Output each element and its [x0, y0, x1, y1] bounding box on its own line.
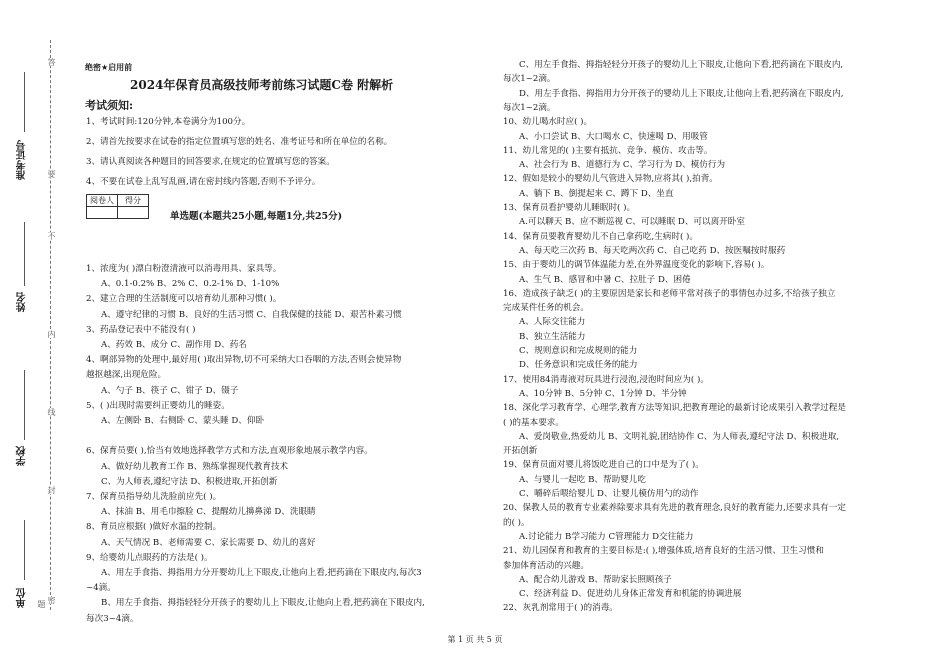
page-footer: 第 1 页 共 5 页 — [447, 635, 503, 644]
page-title: 2024年保育员高级技师考前练习试题C卷 附解析 — [130, 78, 394, 92]
score-box-score: 得分 — [118, 195, 149, 207]
answer-options: D、任务意识和完成任务的能力 — [519, 360, 638, 371]
answer-options: A.讨论能力 B学习能力 C管理能力 D交往能力 — [519, 531, 694, 542]
answer-options: C、嚼碎后喂给婴儿 D、让婴儿模仿用勺的动作 — [519, 489, 699, 499]
answer-options: A、遵守纪律的习惯 B、良好的生活习惯 C、自我保健的技能 D、艰苦朴素习惯 — [101, 309, 402, 320]
question-line: 参加体育活动的兴趣。 — [503, 560, 589, 571]
answer-options: A、人际交往能力 — [519, 317, 586, 328]
answer-options: A、抹油 B、用毛巾擦脸 C、提醒幼儿擤鼻涕 D、洗眼睛 — [101, 507, 316, 518]
notice-heading: 考试须知: — [85, 99, 134, 112]
notice-item: 2、请首先按要求在试卷的指定位置填写您的姓名、准考证号和所在单位的名称。 — [86, 137, 393, 147]
question-line: 19、保育员面对婴儿将饭吃进自己的口中是为了( )。 — [503, 460, 704, 471]
question-line: 3、药品登记表中不能没有( ) — [86, 324, 196, 335]
question-line: 11、幼儿常见的( )主要有抵抗、竞争、模仿、攻击等。 — [503, 145, 713, 156]
answer-options: A、天气情况 B、老师需要 C、家长需要 D、幼儿的喜好 — [101, 537, 316, 548]
answer-options: A、药效 B、成分 C、副作用 D、药名 — [101, 340, 247, 350]
score-box-cell[interactable] — [87, 207, 118, 219]
answer-options: C、为人师表,遵纪守法 D、积极进取,开拓创新 — [101, 476, 278, 487]
question-line: 8、育员应根据( )做好水温的控制。 — [86, 522, 222, 533]
answer-options: A.可以聊天 B、应不断巡视 C、可以睡眠 D、可以离开卧室 — [519, 217, 745, 228]
score-box-cell[interactable] — [118, 207, 149, 219]
fill-line — [24, 520, 25, 580]
fill-line — [24, 370, 25, 440]
question-line: 20、保教人员的教育专业素养除要求具有先进的教育理念,良好的教育能力,还要求具有一定 — [503, 503, 846, 514]
question-line: 开拓创新 — [503, 446, 538, 457]
question-line: 14、保育员要教育婴幼儿不自己拿药吃,生病时( )。 — [503, 231, 698, 242]
notice-item: 4、不要在试卷上乱写乱画,请在密封线内答题,否则不予评分。 — [86, 177, 321, 187]
question-line: 22、灰乳剂常用于( )的消毒。 — [503, 603, 618, 614]
answer-options: A、社会行为 B、道德行为 C、学习行为 D、模仿行为 — [519, 160, 726, 171]
question-line: 10、幼儿喝水时应( )。 — [503, 117, 593, 128]
question-line: 1、浓度为( )漂白粉澄清液可以消毒用具、家具等。 — [86, 264, 282, 274]
answer-options: A、10分钟 B、5分钟 C、1分钟 D、半分钟 — [519, 388, 687, 399]
answer-options: A、每天吃三次药 B、每天吃两次药 C、自己吃药 D、按医嘱按时服药 — [519, 245, 786, 256]
question-line: 6、保育员要( ),恰当有效地选择教学方式和方法,直观形象地展示教学内容。 — [86, 446, 373, 457]
fill-line — [24, 222, 25, 286]
question-line: 15、由于婴幼儿的调节体温能力差,在外界温度变化的影响下,容易( )。 — [503, 260, 770, 271]
question-line: 每次1~2滴。 — [503, 102, 556, 113]
question-line: 每次1~2滴。 — [503, 74, 556, 85]
seal-mark: 内 — [47, 330, 56, 338]
question-line: 完成某件任务的机会。 — [503, 303, 589, 314]
secret-label: 绝密★启用前 — [85, 63, 133, 72]
answer-options: A、爱岗敬业,热爱幼儿 B、文明礼貌,团结协作 C、为人师表,遵纪守法 D、积极进取, — [519, 431, 840, 442]
answer-options: A、勺子 B、筷子 C、钳子 D、镊子 — [101, 385, 239, 396]
answer-options: A、0.1-0.2% B、2% C、0.2-1% D、1-10% — [101, 279, 280, 290]
label-school: 学校 — [17, 446, 28, 466]
question-line: 2、建立合理的生活制度可以培育幼儿那种习惯( )。 — [86, 294, 282, 305]
question-line: 5、( )出现时需要纠正婴幼儿的睡姿。 — [86, 400, 230, 411]
fill-line — [24, 72, 25, 132]
answer-options: B、用左手食指、拇指轻轻分开孩子的婴幼儿上下眼皮,让他向上看,把药滴在下眼皮内, — [101, 598, 425, 609]
label-unit: 单位 — [17, 588, 28, 608]
label-name: 姓名 — [17, 292, 28, 312]
answer-options: A、小口尝试 B、大口喝水 C、快速喝 D、用吸管 — [519, 131, 708, 142]
answer-options: C、规则意识和完成规则的能力 — [519, 346, 638, 356]
seal-mark: 答 — [47, 58, 56, 66]
question-line: 4、啊部异物的处理中,最好用( )取出异物,切不可采纳大口吞咽的方法,否则会使异物 — [86, 355, 402, 366]
question-line: 21、幼儿园保育和教育的主要目标是:( ),增强体质,培育良好的生活习惯、卫生习惯和 — [503, 546, 824, 557]
seal-mark: 线 — [47, 408, 56, 416]
answer-options: A、左侧卧 B、右侧卧 C、蒙头睡 D、仰卧 — [101, 416, 265, 426]
question-line: 的( )。 — [503, 517, 530, 528]
answer-options: D、用左手食指、拇指用力分开孩子的婴幼儿上下眼皮,让他向上看,把药滴在下眼皮内, — [519, 88, 844, 99]
seal-mark: 要 — [47, 170, 56, 178]
seal-mark: 题 — [37, 600, 46, 608]
seal-mark: 封 — [47, 486, 56, 494]
answer-options: C、经济利益 D、促进幼儿身体正常发育和机能的协调进展 — [519, 589, 742, 600]
notice-item: 3、请认真阅读各种题目的回答要求,在规定的位置填写您的答案。 — [86, 157, 335, 167]
question-line: 16、造成孩子缺乏( )的主要原因是家长和老师平常对孩子的事情包办过多,不给孩子独立 — [503, 288, 836, 299]
question-line: 18、深化学习教育学、心理学,教育方法等知识,把教育理论的最新讨论成果引入教学过程是 — [503, 403, 846, 414]
question-line: 12、假如是较小的婴幼儿气管进入异物,应将其( ),拍背。 — [503, 174, 718, 185]
seal-mark: 不 — [47, 232, 56, 240]
question-line: 越抠越深,出现危险。 — [86, 370, 167, 381]
question-line: 17、使用84消毒液对玩具进行浸泡,浸泡时间应为( )。 — [503, 374, 709, 385]
answer-options: B、独立生活能力 — [519, 331, 586, 342]
answer-options: A、做好幼儿教育工作 B、熟练掌握现代教育技术 — [101, 461, 289, 472]
question-line: 13、保育员看护婴幼儿睡眠时( )。 — [503, 203, 636, 213]
score-box — [86, 194, 149, 219]
answer-options: A、躺下 B、倒提起来 C、蹲下 D、坐直 — [519, 188, 674, 199]
score-box-grader: 阅卷人 — [87, 195, 118, 207]
question-line: 7、保育员指导幼儿洗脸前应先( )。 — [86, 492, 222, 502]
seal-mark: 密 — [47, 596, 56, 604]
answer-options: A、用左手食指、拇指用力分开婴幼儿上下眼皮,让他向上看,把药滴在下眼皮内,每次3 — [101, 568, 422, 578]
binding-margin — [0, 0, 70, 671]
notice-item: 1、考试时间:120分钟,本卷满分为100分。 — [86, 117, 251, 127]
question-line: 每次3~4滴。 — [86, 613, 139, 624]
answer-options: C、用左手食指、拇指轻轻分开孩子的婴幼儿上下眼皮,让他向下看,把药滴在下眼皮内, — [519, 60, 844, 70]
question-line: 9、给婴幼儿点眼药的方法是( )。 — [86, 552, 213, 563]
answer-options: A、与婴儿一起吃 B、帮助婴儿吃 — [519, 474, 646, 485]
question-line: ~4滴。 — [86, 583, 116, 594]
section-heading: 单选题(本题共25小题,每题1分,共25分) — [170, 211, 343, 222]
seal-dashed-line — [50, 40, 51, 610]
question-line: ( )的基本要求。 — [503, 417, 564, 428]
label-exam-number: 准考证号 — [17, 140, 28, 180]
answer-options: A、配合幼儿游戏 B、帮助家长照顾孩子 — [519, 574, 672, 585]
answer-options: A、生气 B、感冒和中暑 C、拉肚子 D、困倦 — [519, 274, 691, 285]
